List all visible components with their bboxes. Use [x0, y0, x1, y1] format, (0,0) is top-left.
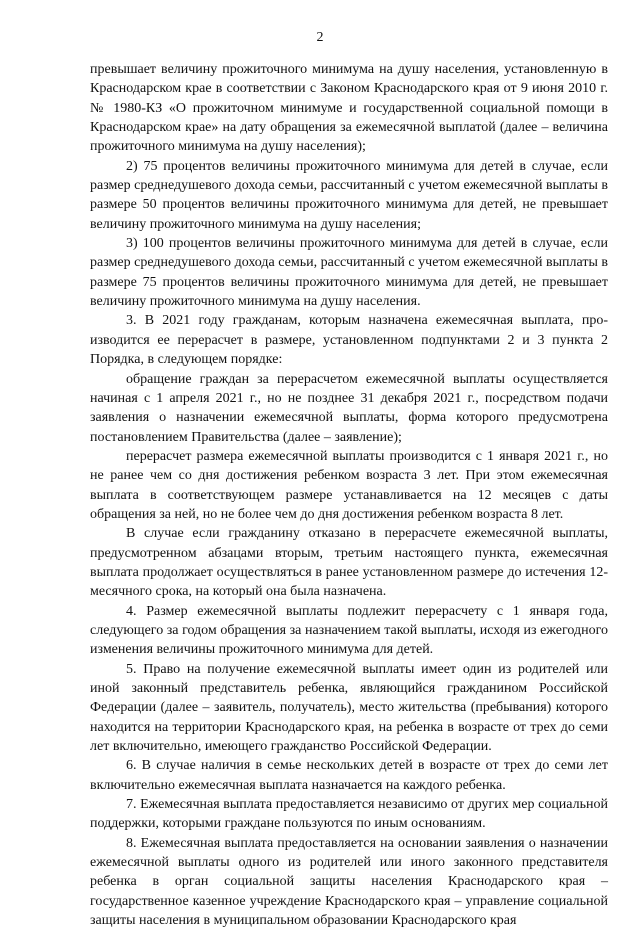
paragraph-item-4: 4. Размер ежемесячной выплаты подлежит перерасчету с 1 января года, следующего за годом обращения за назначением такой выплаты, исходя из ежегодного изменения величины прожиточного минимума для детей. — [90, 603, 608, 658]
paragraph-subitem-3: 3) 100 процентов величины прожиточного минимума для детей в случае, если размер среднедушевого дохода семьи, рассчитанный с учетом ежемесячной выплаты в размере 75 процентов величины прожиточного минимума для детей, не превышает величину прожиточного минимума на душу населения. — [90, 236, 608, 310]
paragraph-item-3: 3. В 2021 году гражданам, которым назначена ежемесячная выплата, производится ее перерасчет в размере, установленном подпунктами 2 и 3 пункта 2 Порядка, в следующем порядке: — [90, 313, 608, 368]
paragraph-item-6: 6. В случае наличия в семье нескольких детей в возрасте от трех до семи лет включительно ежемесячная выплата назначается на каждого ребенка. — [90, 758, 608, 793]
paragraph-subitem-2: 2) 75 процентов величины прожиточного минимума для детей в случае, если размер среднедушевого дохода семьи, рассчитанный с учетом ежемесячной выплаты в размере 50 процентов величины прожиточного минимума для детей, не превышает величину прожиточного минимума на душу населения; — [90, 158, 608, 232]
paragraph-item-7: 7. Ежемесячная выплата предоставляется независимо от других мер социальной поддержки, которыми граждане пользуются по иным основаниям. — [90, 797, 608, 832]
paragraph-item-8: 8. Ежемесячная выплата предоставляется на основании заявления о назначении ежемесячной выплаты одного из родителей или иного законного представителя ребенка в орган социальной защиты населения Краснодарского края – государственное казенное учреждение Краснодарского края – управление социальной защиты населения в муниципальном образовании Краснодарского края — [90, 835, 608, 929]
page-number: 2 — [316, 30, 324, 45]
paragraph-item-3-request: обращение граждан за перерасчетом ежемесячной выплаты осуществляется начиная с 1 апреля 2021 г., но не позднее 31 декабря 2021 г., посредством подачи заявления о назначении ежемесячной выплаты, форма которого предусмотрена постановлением Правительства (далее – заявление); — [90, 371, 608, 445]
paragraph-item-3-recalculation: перерасчет размера ежемесячной выплаты производится с 1 января 2021 г., но не ранее чем со дня достижения ребенком возраста 3 лет. При этом ежемесячная выплата в соответствующем размере устанавливается на 12 месяцев с даты обращения за ней, но не более чем до дня достижения ребенком возраста 8 лет. — [90, 448, 608, 522]
paragraph-continuation: превышает величину прожиточного минимума на душу населения, установленную в Краснодарском крае в соответствии с Законом Краснодарского края от 9 июня 2010 г. № 1980-КЗ «О прожиточном минимуме и государственной социальной помощи в Краснодарском крае» на дату обращения за ежемесячной выплатой (далее – величина прожиточного минимума на душу населения); — [90, 62, 608, 155]
paragraph-item-5: 5. Право на получение ежемесячной выплаты имеет один из родителей или иной законный представитель ребенка, являющийся гражданином Российской Федерации (далее – заявитель, получатель), место жительства (пребывания) которого находится на территории Краснодарского края, на ребенка в возрасте от трех до семи лет включительно, имеющего гражданство Российской Федерации. — [90, 661, 608, 755]
document-body — [90, 60, 608, 930]
paragraph-item-3-refusal: В случае если гражданину отказано в перерасчете ежемесячной выплаты, предусмотренном абзацами вторым, третьим настоящего пункта, ежемесячная выплата продолжает осуществляться в ранее установленном размере до истечения 12-месячного срока, на который она была назначена. — [90, 526, 608, 600]
